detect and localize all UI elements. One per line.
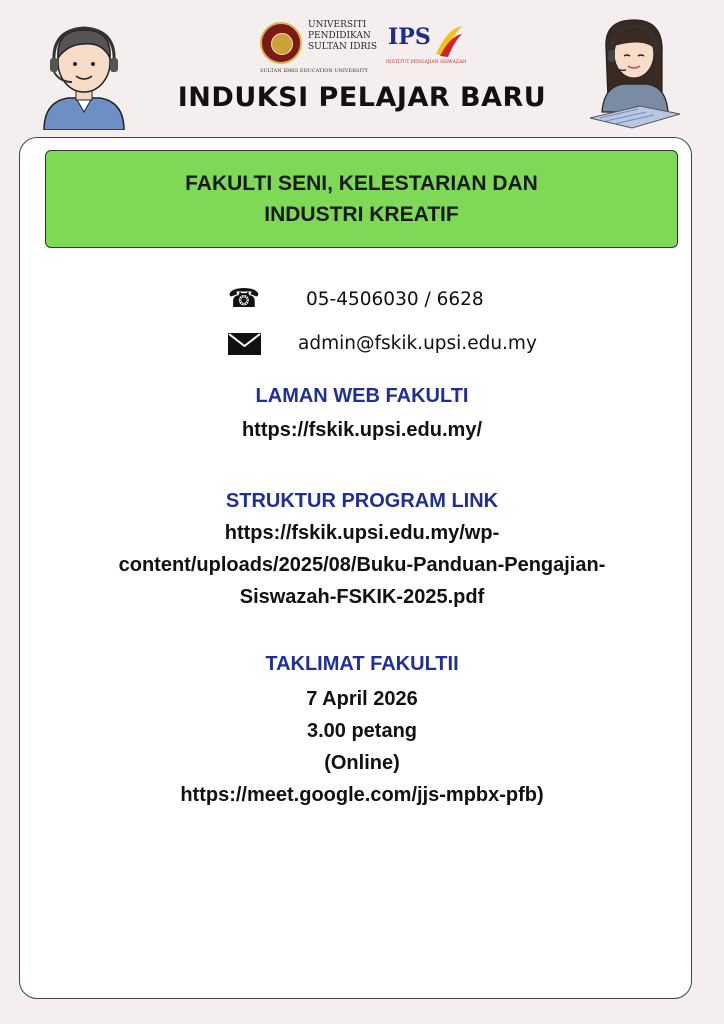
faculty-name: FAKULTI SENI, KELESTARIAN DAN INDUSTRI KREATIF: [185, 172, 538, 226]
briefing-time: 3.00 petang: [306, 720, 418, 742]
phone-number: 05-4506030 / 6628: [306, 289, 484, 310]
briefing-mode: (Online): [324, 752, 400, 774]
website-heading: LAMAN WEB FAKULTI: [255, 385, 469, 407]
university-seal-icon: [260, 22, 302, 64]
ips-swoosh-icon: [434, 24, 464, 58]
phone-icon: ☎: [227, 284, 261, 314]
faculty-banner: [45, 150, 678, 248]
ips-logo-subline: INSTITUT PENGAJIAN SISWAZAH: [386, 60, 466, 65]
upsi-logo-line: PENDIDIKAN: [308, 31, 371, 41]
ips-logo-text: IPS: [388, 24, 431, 50]
program-link-line[interactable]: https://fskik.upsi.edu.my/wp-: [224, 522, 500, 544]
email-link[interactable]: admin@fskik.upsi.edu.my: [298, 333, 537, 354]
envelope-icon: [228, 333, 261, 355]
upsi-logo-subline: SULTAN IDRIS EDUCATION UNIVERSITY: [260, 68, 368, 74]
upsi-logo-line: SULTAN IDRIS: [308, 42, 378, 52]
website-url[interactable]: https://fskik.upsi.edu.my/: [241, 419, 483, 441]
male-avatar-icon: [38, 18, 130, 130]
briefing-heading: TAKLIMAT FAKULTII: [265, 653, 459, 675]
program-heading: STRUKTUR PROGRAM LINK: [225, 490, 499, 512]
upsi-logo: [258, 20, 376, 78]
program-link-line[interactable]: content/uploads/2025/08/Buku-Panduan-Pengajian-: [118, 554, 606, 576]
ips-logo: [386, 22, 466, 78]
briefing-date: 7 April 2026: [306, 688, 418, 710]
program-link-line[interactable]: Siswazah-FSKIK-2025.pdf: [239, 586, 485, 608]
upsi-logo-line: UNIVERSITI: [308, 20, 367, 30]
page-title: INDUKSI PELAJAR BARU: [177, 82, 547, 113]
female-operator-icon: [580, 14, 690, 132]
briefing-meet-link[interactable]: https://meet.google.com/jjs-mpbx-pfb): [180, 784, 544, 806]
